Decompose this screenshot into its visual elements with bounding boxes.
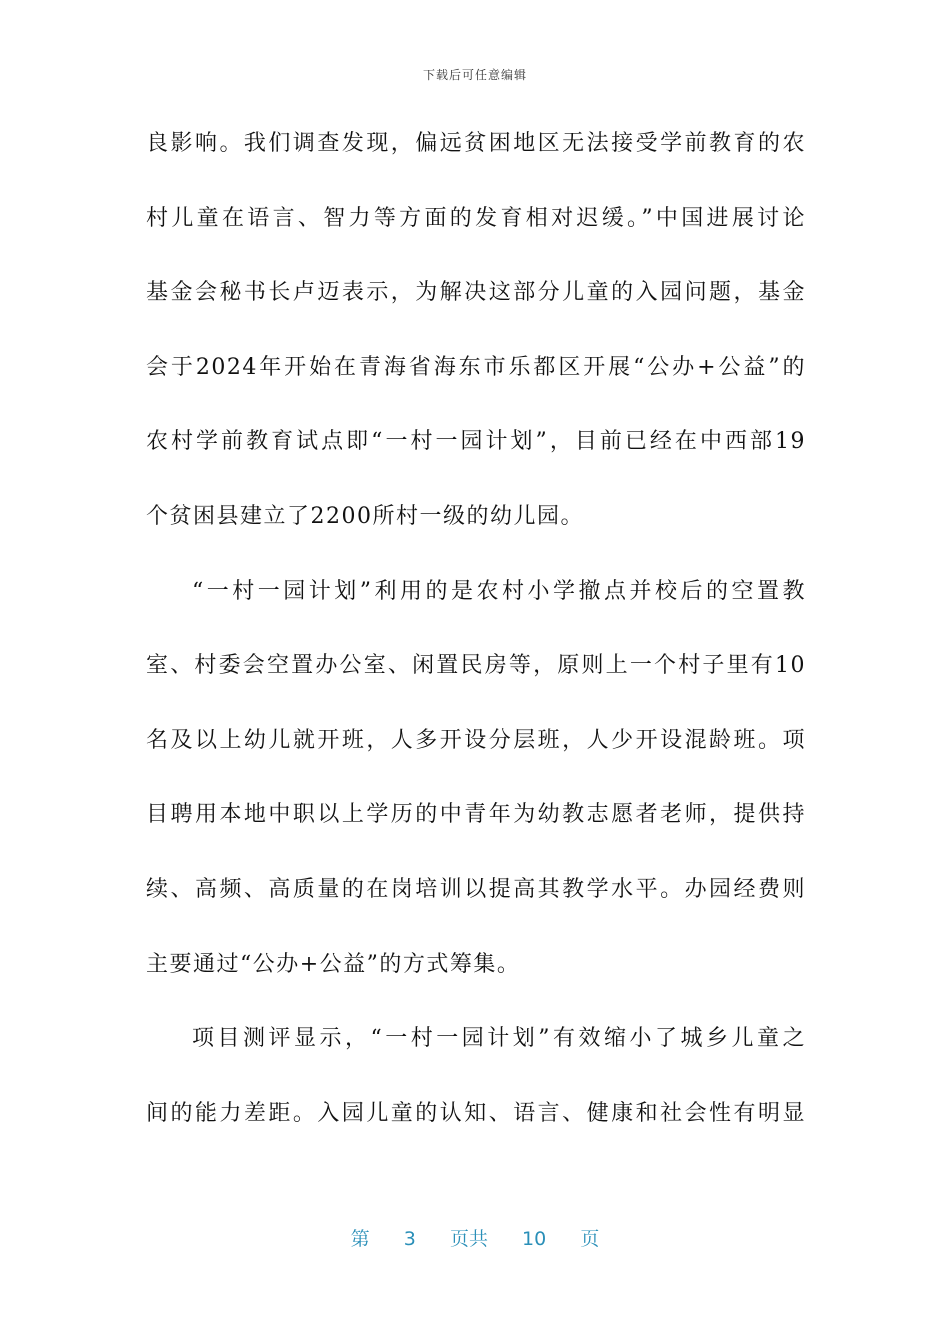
- text-line: 个贫困县建立了2200所村一级的幼儿园。: [146, 503, 584, 529]
- text-line: 良影响。我们调查发现，偏远贫困地区无法接受学前教育的农: [146, 131, 806, 156]
- text-line: “一村一园计划”利用的是农村小学撤点并校后的空置教: [192, 578, 806, 604]
- text-line: 间的能力差距。入园儿童的认知、语言、健康和社会性有明显: [146, 1100, 806, 1126]
- page-footer: [0, 1224, 950, 1251]
- footer-suffix: 页: [580, 1228, 600, 1250]
- footer-page-number: 3: [403, 1228, 416, 1250]
- text-line: 基金会秘书长卢迈表示，为解决这部分儿童的入园问题，基金: [146, 280, 806, 306]
- text-line: 目聘用本地中职以上学历的中青年为幼教志愿者老师，提供持: [146, 802, 806, 828]
- text-line: 名及以上幼儿就开班，人多开设分层班，人少开设混龄班。项: [146, 727, 806, 753]
- footer-total-pages: 10: [522, 1228, 547, 1250]
- text-line: 村儿童在语言、智力等方面的发育相对迟缓。”中国进展讨论: [146, 205, 806, 231]
- text-line: 项目测评显示，“一村一园计划”有效缩小了城乡儿童之: [192, 1026, 806, 1052]
- text-line: 主要通过“公办+公益”的方式筹集。: [146, 951, 521, 977]
- page-header: 下载后可任意编辑: [422, 68, 527, 82]
- footer-prefix: 第: [350, 1228, 370, 1250]
- text-line: 农村学前教育试点即“一村一园计划”，目前已经在中西部19: [146, 429, 806, 455]
- text-line: 会于2024年开始在青海省海东市乐都区开展“公办+公益”的: [146, 354, 806, 380]
- footer-middle: 页共: [449, 1228, 488, 1250]
- text-line: 续、高频、高质量的在岗培训以提高其教学水平。办园经费则: [146, 876, 806, 902]
- text-line: 室、村委会空置办公室、闲置民房等，原则上一个村子里有10: [146, 653, 806, 679]
- document-body: [146, 122, 806, 1166]
